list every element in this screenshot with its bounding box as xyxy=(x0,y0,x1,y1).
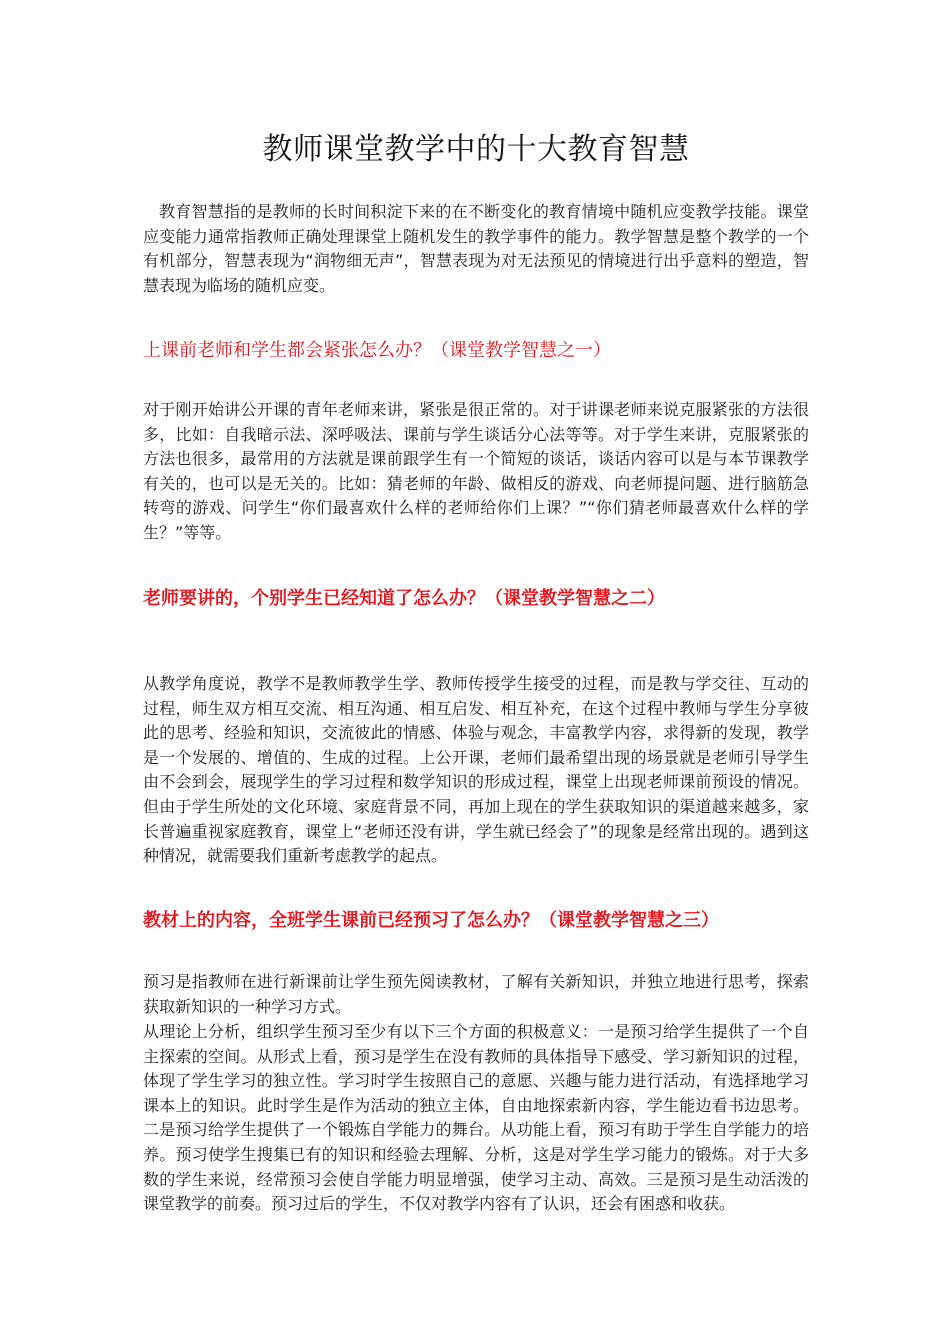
intro-paragraph: 教育智慧指的是教师的长时间积淀下来的在不断变化的教育情境中随机应变教学技能。课堂应变能力通常指教师正确处理课堂上随机发生的教学事件的能力。教学智慧是整个教学的一个有机部分，智慧表现为“润物细无声”，智慧表现为对无法预见的情境进行出乎意料的塑造，智慧表现为临场的随机应变。 xyxy=(143,202,809,295)
section-3-paragraph-1: 预习是指教师在进行新课前让学生预先阅读教材，了解有关新知识，并独立地进行思考，探索获取新知识的一种学习方式。 xyxy=(143,972,809,1016)
section-heading-1: 上课前老师和学生都会紧张怎么办？（课堂教学智慧之一） xyxy=(143,340,611,361)
section-3-paragraph-2: 从理论上分析，组织学生预习至少有以下三个方面的积极意义：一是预习给学生提供了一个自主探索的空间。从形式上看，预习是学生在没有教师的具体指导下感受、学习新知识的过程，体现了学生学习的独立性。学习时学生按照自己的意愿、兴趣与能力进行活动，有选择地学习课本上的知识。此时学生是作为活动的独立主体，自由地探索新内容，学生能边看书边思考。二是预习给学生提供了一个锻炼自学能力的舞台。从功能上看，预习有助于学生自学能力的培养。预习使学生搜集已有的知识和经验去理解、分析，这是对学生学习能力的锻炼。对于大多数的学生来说，经常预习会使自学能力明显增强，使学习主动、高效。三是预习是生动活泼的课堂教学的前奏。预习过后的学生，不仅对教学内容有了认识，还会有困惑和收获。 xyxy=(143,1022,809,1214)
section-1-paragraph: 对于刚开始讲公开课的青年老师来讲，紧张是很正常的。对于讲课老师来说克服紧张的方法很多，比如：自我暗示法、深呼吸法、课前与学生谈话分心法等等。对于学生来讲，克服紧张的方法也很多，最常用的方法就是课前跟学生有一个简短的谈话，谈话内容可以是与本节课教学有关的，也可以是无关的。比如：猜老师的年龄、做相反的游戏、向老师提问题、进行脑筋急转弯的游戏、问学生“你们最喜欢什么样的老师给你们上课？”“你们猜老师最喜欢什么样的学生？”等等。 xyxy=(143,400,809,542)
section-heading-3: 教材上的内容，全班学生课前已经预习了怎么办？（课堂教学智慧之三） xyxy=(143,910,719,931)
section-heading-2: 老师要讲的，个别学生已经知道了怎么办？（课堂教学智慧之二） xyxy=(143,588,665,609)
section-2-paragraph: 从教学角度说，教学不是教师教学生学、教师传授学生接受的过程，而是教与学交往、互动的过程，师生双方相互交流、相互沟通、相互启发、相互补充，在这个过程中教师与学生分享彼此的思考、经验和知识，交流彼此的情感、体验与观念，丰富教学内容，求得新的发现，教学是一个发展的、增值的、生成的过程。上公开课，老师们最希望出现的场景就是老师引导学生由不会到会，展现学生的学习过程和数学知识的形成过程，课堂上出现老师课前预设的情况。但由于学生所处的文化环境、家庭背景不同，再加上现在的学生获取知识的渠道越来越多，家长普遍重视家庭教育，课堂上“老师还没有讲，学生就已经会了”的现象是经常出现的。遇到这种情况，就需要我们重新考虑教学的起点。 xyxy=(143,674,809,866)
page-title: 教师课堂教学中的十大教育智慧 xyxy=(262,132,690,167)
